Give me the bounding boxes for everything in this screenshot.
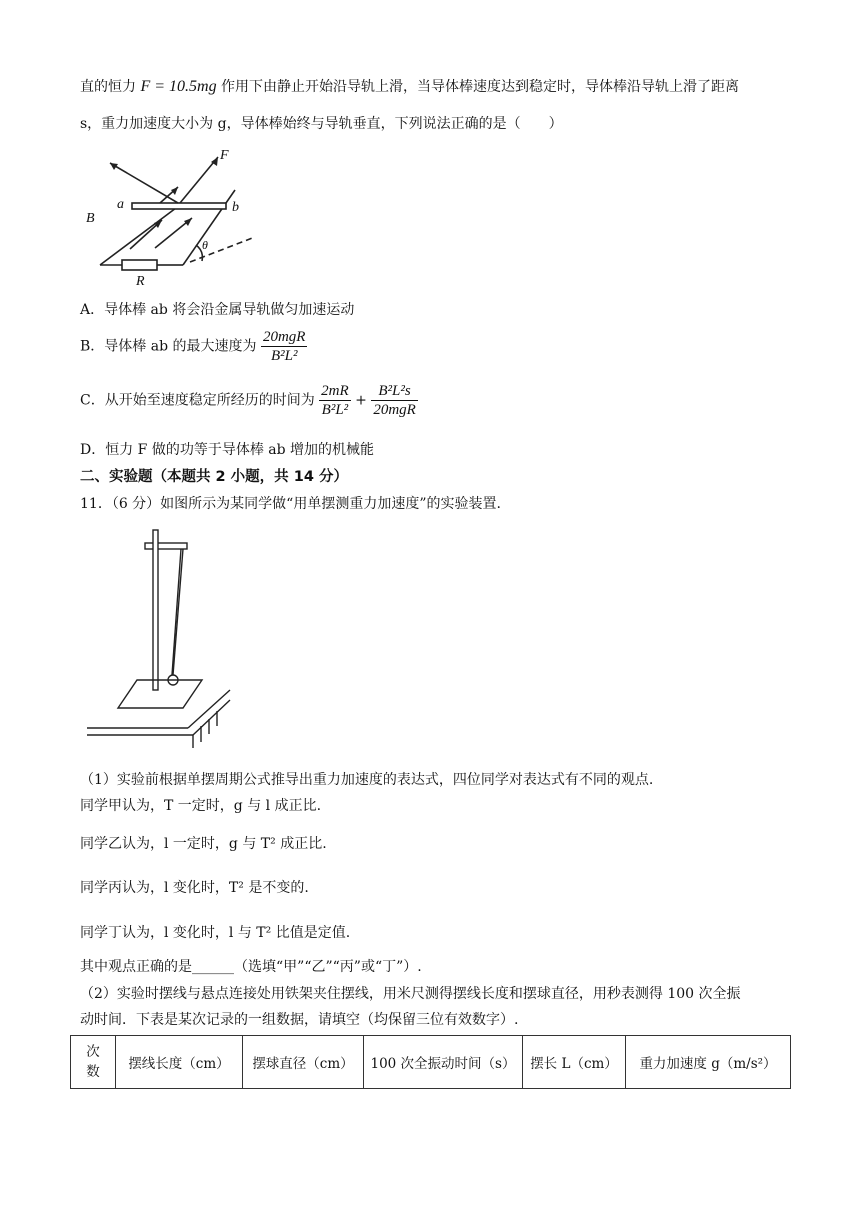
question-11: 11．（6 分）如图所示为某同学做“用单摆测重力加速度”的实验装置.: [80, 496, 501, 512]
header-ball-diameter: 摆球直径（cm）: [243, 1036, 364, 1089]
answer-blank-line: 其中观点正确的是______（选填“甲”“乙”“丙”或“丁”）.: [80, 959, 422, 975]
intro-text-b: 作用下由静止开始沿导轨上滑，当导体棒速度达到稳定时，导体棒沿导轨上滑了距离: [221, 79, 740, 95]
option-b-denominator: B²L²: [270, 348, 298, 364]
option-c-numerator-1: 2mR: [321, 383, 349, 399]
header-count: [71, 1036, 116, 1089]
part2-line-1: （2）实验时摆线与悬点连接处用铁架夹住摆线，用米尺测得摆线长度和摆球直径，用秒表测得 100 次全振: [80, 986, 741, 1002]
option-b-fraction: [261, 328, 308, 365]
intro-line-2: s，重力加速度大小为 g，导体棒始终与导轨垂直，下列说法正确的是（ ）: [80, 116, 563, 132]
pendulum-apparatus-figure: [85, 520, 235, 750]
option-c-fraction-2: [371, 382, 418, 419]
student-2-statement: 同学乙认为，l 一定时，g 与 T² 成正比.: [80, 836, 327, 852]
option-b-text: B．导体棒 ab 的最大速度为: [80, 338, 257, 355]
part1-intro: （1）实验前根据单摆周期公式推导出重力加速度的表达式，四位同学对表达式有不同的观点.: [80, 772, 654, 788]
label-F: F: [220, 148, 229, 163]
header-oscillation-time: 100 次全振动时间（s）: [364, 1036, 523, 1089]
table-header-row: [71, 1036, 791, 1089]
student-4-statement: 同学丁认为，l 变化时，l 与 T² 比值是定值.: [80, 925, 351, 941]
option-c-denominator-2: 20mgR: [373, 402, 416, 418]
option-b: [80, 328, 307, 365]
plus-sign: +: [355, 392, 367, 409]
option-c-fraction-1: [319, 382, 351, 419]
header-pendulum-length: 摆长 L（cm）: [523, 1036, 626, 1089]
force-formula: F = 10.5mg: [140, 78, 217, 95]
student-1-statement: 同学甲认为，T 一定时，g 与 l 成正比.: [80, 798, 322, 814]
label-a: a: [117, 197, 124, 212]
option-b-numerator: 20mgR: [262, 329, 306, 345]
incline-rail-figure: [80, 145, 340, 290]
header-gravity: 重力加速度 g（m/s²）: [626, 1036, 791, 1089]
intro-text-a: 直的恒力: [80, 79, 136, 95]
option-d: D．恒力 F 做的功等于导体棒 ab 增加的机械能: [80, 442, 375, 458]
option-a: A．导体棒 ab 将会沿金属导轨做匀加速运动: [80, 302, 355, 318]
data-table: [70, 1035, 791, 1089]
option-c: [80, 382, 418, 419]
option-c-numerator-2: B²L²s: [371, 382, 418, 401]
header-count-bottom: 数: [86, 1064, 100, 1080]
student-3-statement: 同学丙认为，l 变化时，T² 是不变的.: [80, 880, 309, 896]
label-R: R: [136, 274, 145, 289]
label-theta: θ: [202, 238, 208, 252]
option-c-denominator-1: B²L²: [321, 402, 349, 418]
header-count-top: 次: [86, 1044, 100, 1060]
label-b: b: [232, 200, 239, 215]
label-B: B: [86, 211, 95, 226]
header-string-length: 摆线长度（cm）: [116, 1036, 243, 1089]
section-heading: 二、实验题（本题共 2 小题，共 14 分）: [80, 469, 348, 485]
intro-line-1: [80, 77, 739, 97]
part2-line-2: 动时间．下表是某次记录的一组数据，请填空（均保留三位有效数字）.: [80, 1012, 519, 1028]
option-c-text: C．从开始至速度稳定所经历的时间为: [80, 392, 315, 409]
